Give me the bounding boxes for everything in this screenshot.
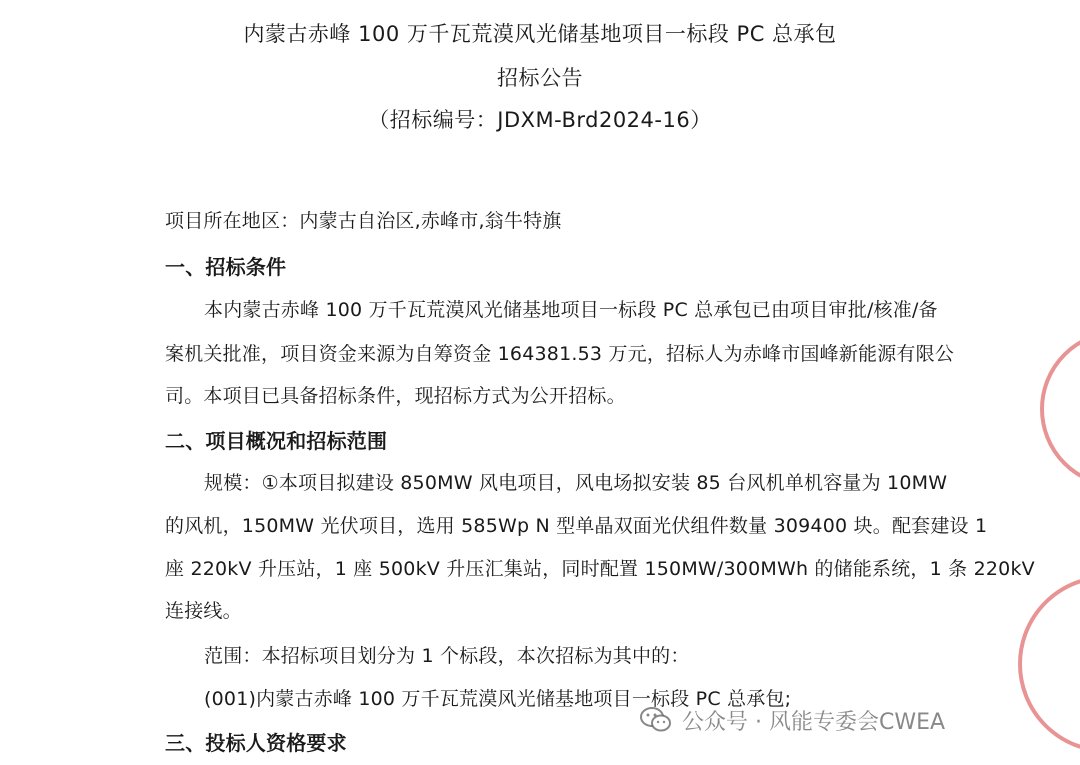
- section-heading-qualification: 三、投标人资格要求: [165, 731, 347, 755]
- wechat-icon: [640, 706, 672, 734]
- scope-line: 范围：本招标项目划分为 1 个标段，本次招标为其中的：: [204, 645, 690, 667]
- paragraph-line: 座 220kV 升压站，1 座 500kV 升压汇集站，同时配置 150MW/300MWh 的储能系统，1 条 220kV: [165, 558, 1035, 580]
- paragraph-line: 规模：①本项目拟建设 850MW 风电项目，风电场拟安装 85 台风机单机容量为 10MW: [204, 472, 948, 494]
- project-location: 项目所在地区：内蒙古自治区,赤峰市,翁牛特旗: [165, 210, 562, 232]
- official-seal: [1018, 575, 1080, 753]
- lot-line: (001)内蒙古赤峰 100 万千瓦荒漠风光储基地项目一标段 PC 总承包;: [204, 688, 792, 710]
- section-heading-conditions: 一、招标条件: [165, 255, 287, 279]
- watermark: [640, 700, 945, 740]
- paragraph-line: 本内蒙古赤峰 100 万千瓦荒漠风光储基地项目一标段 PC 总承包已由项目审批/核准/备: [204, 299, 938, 321]
- paragraph-line: 案机关批准，项目资金来源为自筹资金 164381.53 万元，招标人为赤峰市国峰新能源有限公: [165, 343, 955, 365]
- paragraph-line: 司。本项目已具备招标条件，现招标方式为公开招标。: [165, 385, 626, 407]
- document-subtitle: 招标公告: [497, 66, 583, 90]
- tender-number: （招标编号：JDXM-Brd2024-16）: [368, 108, 712, 132]
- paragraph-line: 连接线。: [165, 600, 242, 622]
- paragraph-line: 的风机，150MW 光伏项目，选用 585Wp N 型单晶双面光伏组件数量 309400 块。配套建设 1: [165, 515, 988, 537]
- watermark-text: 公众号 · 风能专委会CWEA: [682, 709, 946, 735]
- document-title: 内蒙古赤峰 100 万千瓦荒漠风光储基地项目一标段 PC 总承包: [243, 22, 837, 46]
- section-heading-overview: 二、项目概况和招标范围: [165, 429, 388, 453]
- official-seal: [1040, 330, 1080, 488]
